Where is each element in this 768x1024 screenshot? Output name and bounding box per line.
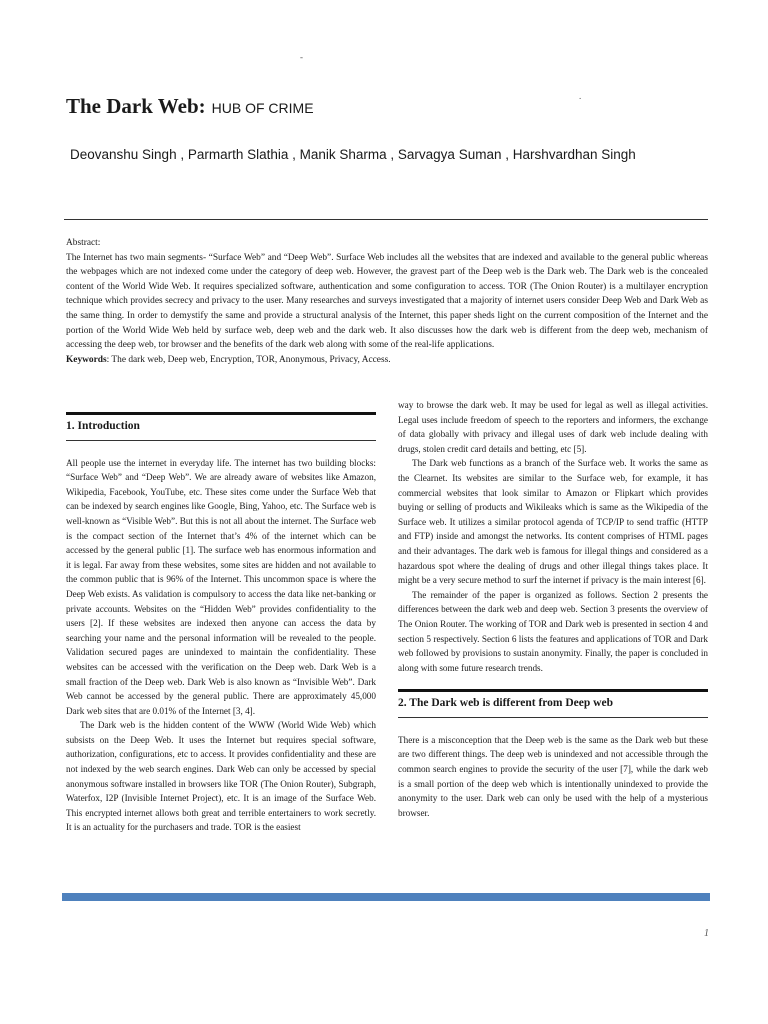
section-rule-top bbox=[398, 689, 708, 692]
stray-mark-top: - bbox=[300, 52, 303, 62]
column-left bbox=[66, 412, 376, 835]
column-right bbox=[398, 398, 708, 820]
section2-paragraph-1: There is a misconception that the Deep web is the same as the Dark web but these are two different things. The deep web is unindexed and not accessible through the common search engines to provide the security of the user [7], while the dark web is a small portion of the deep web which is intentionally unindexed to provide the anonymity to the user. Dark web can only be used with the help of a mysterious browser. bbox=[398, 734, 708, 818]
paper-title-subtitle: HUB OF CRIME bbox=[211, 100, 314, 116]
intro-paragraph-1: All people use the internet in everyday life. The internet has two building blocks: “Surface Web” and “Deep Web”. We are already aware of websites like Amazon, Wikipedia, Facebook, YouTube, etc. These sites come under the Surface Web that can be indexed by search engines like Google, Bing, Yahoo, etc. The Surface web is well-known as “Visible Web”. But this is not all about the internet. The Surface web is the compact section of the Internet that’s 4% of the internet which can be accessed by the general public [1]. The surface web has enormous information and it is legal. Far away from these websites, some sites are hidden and not available to the common public that is 96% of the Internet. This uncommon space is where the Deep Web exists. As validation is compulsory to access the data like net-banking or private accounts. Websites on the “Hidden Web” provides confidentiality to the users [2]. If these websites are indexed then anyone can access the data by searching your name and the personal information will be revealed to the people. Validation secured pages are unindexed to maintain the confidentiality. These websites can be accessed with the verification on the Deep web. Dark Web is a small fraction of the Deep web. Dark Web is also known as “Invisible Web”. Dark Web cannot be accessed by the general public. There are approximately 45,000 Dark web sites that are 0.01% of the Internet [3, 4]. bbox=[66, 457, 376, 716]
intro-paragraph-5: The remainder of the paper is organized as follows. Section 2 presents the differences between the dark web and deep web. Section 3 presents the overview of The Onion Router. The working of TOR and Dark web is presented in section 4 and section 5 respectively. Section 6 lists the features and applications of TOR and Dark web followed by provisions to sustain anonymity. Finally, the paper is concluded in along with some future research trends. bbox=[398, 589, 708, 673]
section-rule-bottom bbox=[66, 440, 376, 441]
stray-mark-dot: . bbox=[579, 91, 582, 101]
keywords-line bbox=[66, 353, 708, 368]
abstract-block bbox=[66, 236, 708, 367]
intro-paragraph-3: way to browse the dark web. It may be used for legal as well as illegal activities. Legal uses include freedom of speech to the reporters and informers, the exchange of data globally with privacy and illegal uses of dark web include dealing with drugs, stolen credit card details and betting, etc [5]. bbox=[398, 400, 708, 454]
section-heading-introduction: 1. Introduction bbox=[66, 420, 140, 432]
section-heading-dark-vs-deep: 2. The Dark web is different from Deep web bbox=[398, 697, 613, 710]
paper-title-main: The Dark Web: bbox=[66, 94, 206, 118]
abstract-heading: Abstract: bbox=[66, 238, 101, 248]
section-spacer bbox=[398, 675, 708, 689]
keywords-label: Keywords bbox=[66, 354, 107, 365]
intro-paragraph-2: The Dark web is the hidden content of the WWW (World Wide Web) which subsists on the Deep Web. It uses the Internet but requires special software, authorization, configurations, etc to access. It provides confidentiality and these are not indexed by the web search engines. Dark Web can only be accessed by special anonymous software installed in browsers like TOR (The Onion Router), Subgraph, Waterfox, I2P (Invisible Internet Project), etc. It is an image of the Surface Web. This encrypted internet allows both great and terrible entertainers to work secretly. It is an actuality for the purchasers and trade. TOR is the easiest bbox=[66, 720, 376, 833]
page-number: 1 bbox=[704, 928, 709, 939]
section-rule-top bbox=[66, 412, 376, 415]
intro-paragraph-4: The Dark web functions as a branch of the Surface web. It works the same as the Clearnet. Its websites are similar to the Surface web, for example, it has commercial websites that look similar to Amazon or Flipkart which provides buying or selling of products and Wikileaks which is same as the Wikipedia of the Surface web. It utilizes a similar protocol agenda of TCP/IP to send traffic (HTTP and FTP) inside and amongst the networks. Its content comprises of HTML pages and their advantages. The dark web is famous for illegal things and considered as a hazardous spot where the dealing of drugs and other illegal things takes place. It might be a very secure method to surf the internet if privacy is the main interest [6]. bbox=[398, 458, 708, 586]
abstract-body: The Internet has two main segments- “Surface Web” and “Deep Web”. Surface Web includes all the websites that are indexed and available to the general public whereas the webpages which are not indexed come under the category of deep web. However, the gravest part of the Deep web is the Dark web. The Dark web is the concealed content of the World Wide Web. It requires specialized software, authentication and some configuration to access. TOR (The Onion Router) is a multilayer encryption technique which provides secrecy and privacy to the user. Many researches and surveys investigated that a majority of internet users consider Deep Web and Dark Web as the same thing. In order to demystify the same and provide a structural analysis of the Internet, this paper sheds light on the current composition of the Internet and the portion of the World Wide Web held by surface web, deep web and the dark web. It also discusses how the dark web is different from the deep web, mechanism of accessing the deep web, tor browser and the benefits of the dark web along with some of the real-life applications. bbox=[66, 252, 708, 351]
header-divider bbox=[64, 219, 708, 220]
keywords-text: : The dark web, Deep web, Encryption, TOR, Anonymous, Privacy, Access. bbox=[106, 354, 391, 365]
section-rule-bottom bbox=[398, 717, 708, 718]
author-list: Deovanshu Singh , Parmarth Slathia , Manik Sharma , Sarvagya Suman , Harshvardhan Singh bbox=[70, 147, 636, 162]
paper-title bbox=[66, 94, 314, 119]
footer-color-bar bbox=[62, 893, 710, 901]
